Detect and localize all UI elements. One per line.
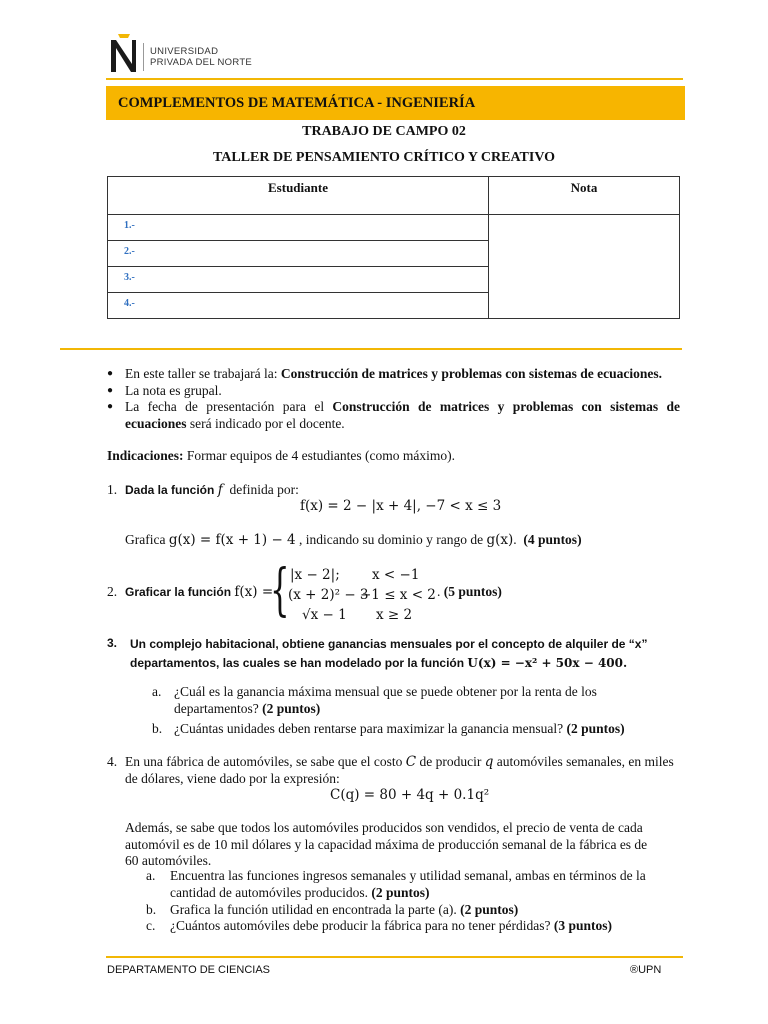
student-table: [107, 176, 680, 319]
q4-number: 4.: [107, 754, 118, 769]
section-divider: [60, 348, 682, 350]
logo-line2: PRIVADA DEL NORTE: [150, 57, 253, 68]
q2-cases-cond: [360, 565, 436, 625]
q3b-label: b.: [152, 721, 163, 736]
header-rule: [106, 78, 683, 80]
logo-divider: [143, 43, 144, 71]
q4-formula: C(q) = 80 + 4q + 0.1q²: [330, 787, 490, 803]
q1-grafica: Grafica g(x) = f(x + 1) − 4 , indicando su dominio y rango de g(x). (4 puntos): [125, 532, 582, 548]
indicaciones: Indicaciones: Formar equipos de 4 estudiantes (como máximo).: [107, 448, 455, 463]
q2-cases-expr: [288, 565, 369, 625]
q4-paragraph: Además, se sabe que todos los automóviles producidos son vendidos, el precio de venta de cada automóvil es de 10 mil dólares y la capacidad máxima de producción semanal de la fábrica es de 60 automóviles.: [125, 820, 648, 868]
table-row: [108, 215, 680, 241]
header-nota: Nota: [489, 177, 680, 215]
case-1-cond: x < −1: [372, 567, 420, 583]
table-header-row: [108, 177, 680, 215]
q2-number: 2.: [107, 584, 118, 599]
q4c-label: c.: [146, 918, 156, 933]
list-item: ● En este taller se trabajará la: Construcción de matrices y problemas con sistemas de ecuaciones.: [107, 366, 680, 383]
student-1-field[interactable]: 1.-: [108, 215, 489, 241]
list-item: ● La nota es grupal.: [107, 383, 680, 400]
assignment-title: TRABAJO DE CAMPO 02: [302, 124, 466, 139]
q2-lead: Graficar la función f(x) =: [125, 584, 274, 600]
student-4-field[interactable]: 4.-: [108, 293, 489, 319]
q4a-text: Encuentra las funciones ingresos semanales y utilidad semanal, ambas en términos de la cantidad de automóviles producidos. (2 puntos): [170, 868, 646, 900]
q2-points: . (5 puntos): [437, 584, 502, 599]
case-1-expr: |x − 2|;: [290, 567, 340, 583]
footer-department: DEPARTAMENTO DE CIENCIAS: [107, 964, 270, 976]
course-banner: COMPLEMENTOS DE MATEMÁTICA - INGENIERÍA: [106, 86, 685, 120]
q4c-text: ¿Cuántos automóviles debe producir la fábrica para no tener pérdidas? (3 puntos): [170, 918, 612, 933]
q4b-label: b.: [146, 902, 157, 917]
q3a-label: a.: [152, 684, 162, 699]
q1-number: 1.: [107, 482, 118, 497]
nota-field[interactable]: [489, 215, 680, 319]
student-2-field[interactable]: 2.-: [108, 241, 489, 267]
case-2-expr: (x + 2)² − 3: [288, 587, 369, 603]
footer-rule: [106, 956, 683, 958]
q4a-label: a.: [146, 868, 156, 883]
q4-statement: En una fábrica de automóviles, se sabe que el costo C de producir q automóviles semanales, en miles de dólares, viene dado por la expresión:: [125, 754, 674, 786]
q3b-text: ¿Cuántas unidades deben rentarse para maximizar la ganancia mensual? (2 puntos): [174, 721, 625, 736]
q1-formula: f(x) = 2 − |x + 4|, −7 < x ≤ 3: [300, 498, 502, 514]
case-2-cond: −1 ≤ x < 2: [360, 587, 436, 603]
instructions-list: [107, 366, 680, 432]
workshop-title: TALLER DE PENSAMIENTO CRÍTICO Y CREATIVO: [212, 150, 556, 165]
footer-brand: ®UPN: [630, 964, 662, 976]
piecewise-brace: {: [270, 558, 290, 623]
student-3-field[interactable]: 3.-: [108, 267, 489, 293]
header-estudiante: Estudiante: [108, 177, 489, 215]
list-item: ● La fecha de presentación para el Construcción de matrices y problemas con sistemas de ecuaciones será indicado por el docente.: [107, 399, 680, 432]
case-3-expr: √x − 1: [302, 607, 347, 623]
q3-number: 3.: [107, 636, 118, 650]
upn-logo-icon: [108, 32, 142, 74]
logo-line1: UNIVERSIDAD: [150, 46, 219, 57]
logo-text: [150, 46, 252, 68]
q3-statement: Un complejo habitacional, obtiene ganancias mensuales por el concepto de alquiler de “x” departamentos, las cuales se han modelado por la función U(x) = −x² + 50x − 400.: [130, 637, 648, 670]
case-3-cond: x ≥ 2: [376, 607, 413, 623]
q1-lead: Dada la función f definida por:: [125, 482, 299, 498]
q4b-text: Grafica la función utilidad en encontrada la parte (a). (2 puntos): [170, 902, 519, 917]
q3a-text: ¿Cuál es la ganancia máxima mensual que se puede obtener por la renta de los departamentos? (2 puntos): [174, 684, 597, 716]
